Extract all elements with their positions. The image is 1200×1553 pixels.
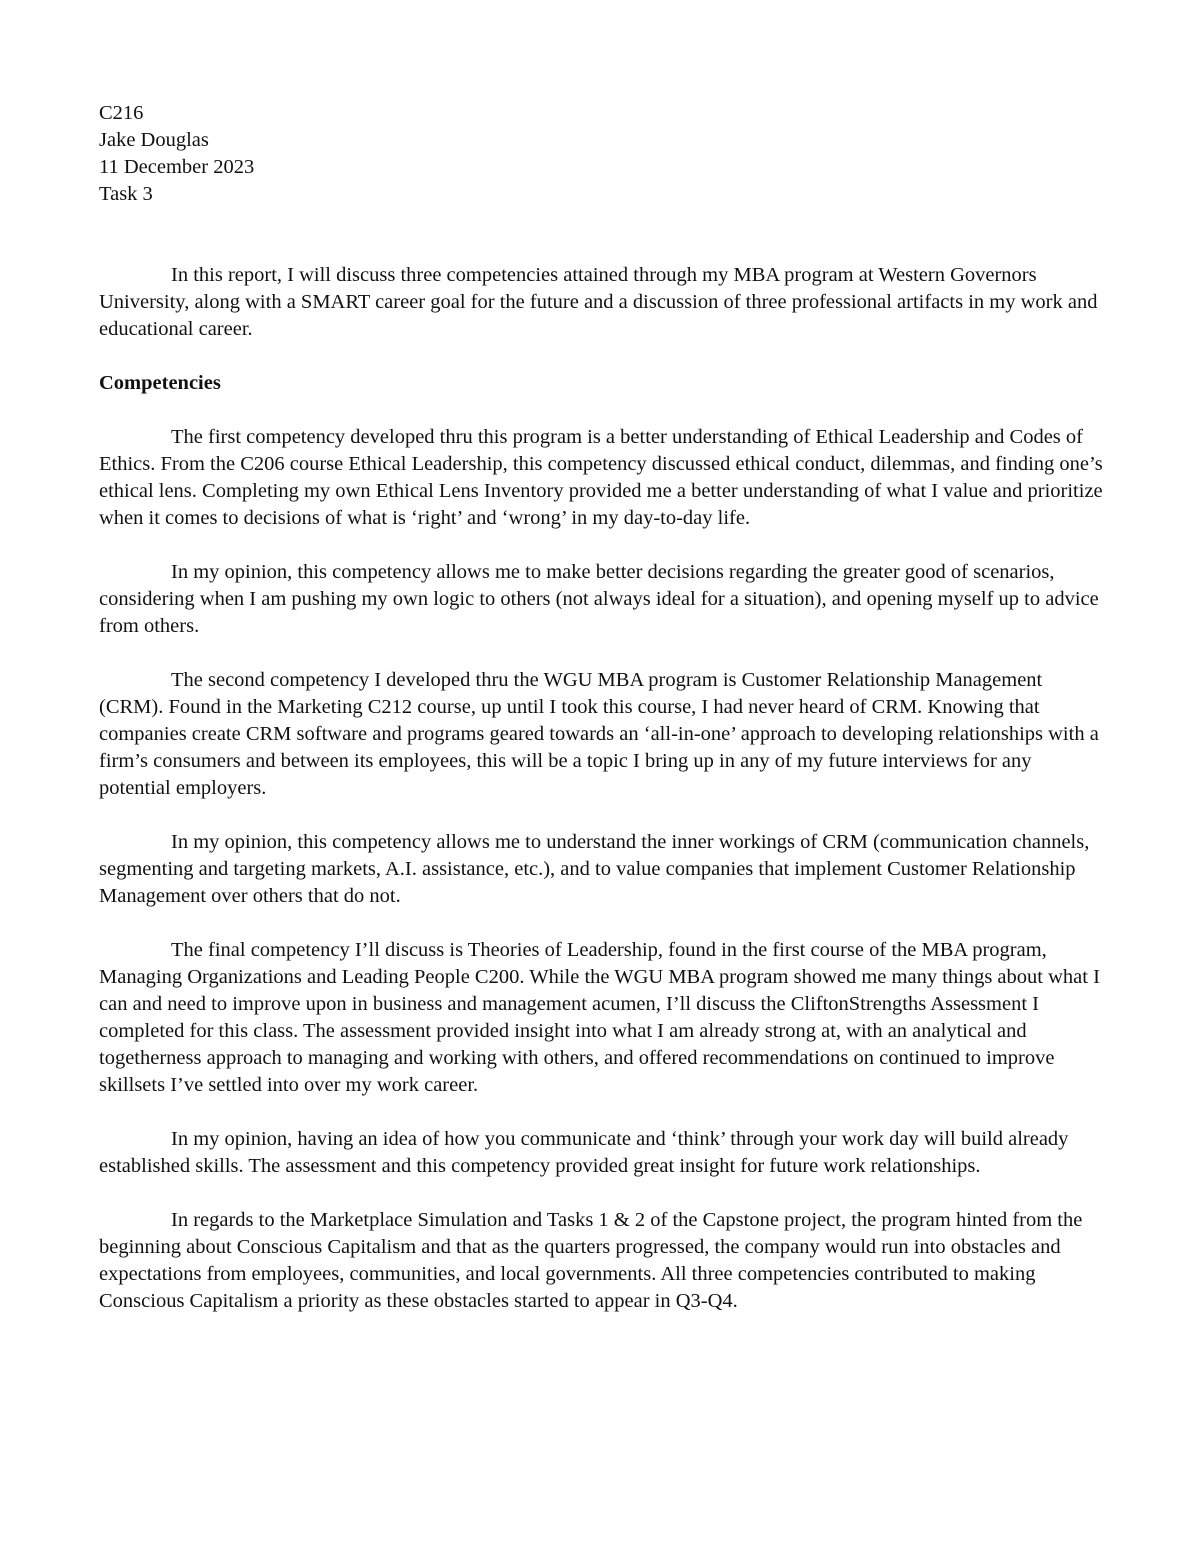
paragraph-leadership-opinion: In my opinion, having an idea of how you communicate and ‘think’ through your work day will build already established skills. The assessment and this competency provided great insight for future work relationships. [99,1128,1069,1177]
author-name: Jake Douglas [99,129,209,151]
course-code: C216 [99,102,144,124]
paragraph-ethical-leadership: The first competency developed thru this program is a better understanding of Ethical Leadership and Codes of Ethics. From the C206 course Ethical Leadership, this competency discussed ethical conduct, dilemmas, and finding one’s ethical lens. Completing my own Ethical Lens Inventory provided me a better understanding of what I value and prioritize when it comes to decisions of what is ‘right’ and ‘wrong’ in my day-to-day life. [99,426,1103,529]
paragraph-crm: The second competency I developed thru the WGU MBA program is Customer Relationship Management (CRM). Found in the Marketing C212 course, up until I took this course, I had never heard of CRM. Knowing that companies create CRM software and programs geared towards an ‘all-in-one’ approach to developing relationships with a firm’s consumers and between its employees, this will be a topic I bring up in any of my future interviews for any potential employers. [99,669,1099,799]
paragraph-crm-opinion: In my opinion, this competency allows me to understand the inner workings of CRM (communication channels, segmenting and targeting markets, A.I. assistance, etc.), and to value companies that implement Customer Relationship Management over others that do not. [99,831,1090,907]
document-date: 11 December 2023 [99,156,255,178]
task-label: Task 3 [99,183,153,205]
competencies-heading: Competencies [99,372,221,394]
document-header [99,100,1104,208]
document-body [99,100,1104,1342]
intro-paragraph: In this report, I will discuss three competencies attained through my MBA program at Western Governors University, along with a SMART career goal for the future and a discussion of three professional artifacts in my work and educational career. [99,264,1098,340]
paragraph-leadership-theories: The final competency I’ll discuss is Theories of Leadership, found in the first course of the MBA program, Managing Organizations and Leading People C200. While the WGU MBA program showed me many things about what I can and need to improve upon in business and management acumen, I’ll discuss the CliftonStrengths Assessment I completed for this class. The assessment provided insight into what I am already strong at, with an analytical and togetherness approach to managing and working with others, and offered recommendations on continued to improve skillsets I’ve settled into over my work career. [99,939,1100,1096]
paragraph-ethical-opinion: In my opinion, this competency allows me to make better decisions regarding the greater good of scenarios, considering when I am pushing my own logic to others (not always ideal for a situation), and opening myself up to advice from others. [99,561,1099,637]
paragraph-marketplace-simulation: In regards to the Marketplace Simulation and Tasks 1 & 2 of the Capstone project, the program hinted from the beginning about Conscious Capitalism and that as the quarters progressed, the company would run into obstacles and expectations from employees, communities, and local governments. All three competencies contributed to making Conscious Capitalism a priority as these obstacles started to appear in Q3-Q4. [99,1209,1083,1312]
